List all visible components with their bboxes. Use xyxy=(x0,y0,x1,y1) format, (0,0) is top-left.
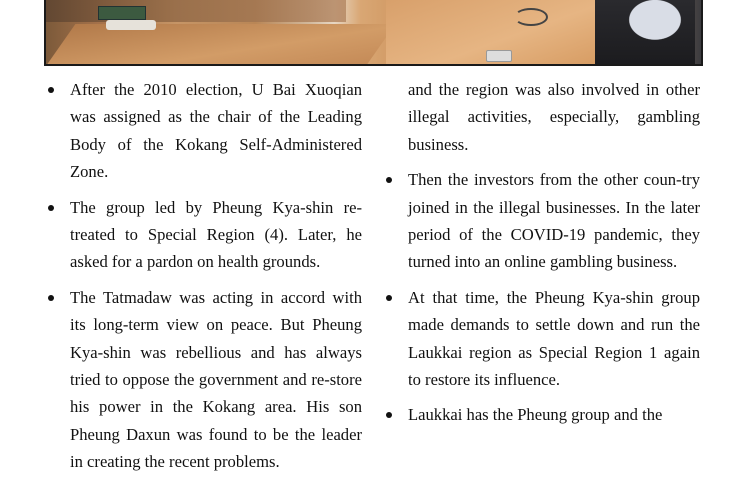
continued-paragraph: and the region was also involved in other illegal activities, especially, gambling business. xyxy=(408,80,700,154)
list-item: The group led by Pheung Kya-shin re-treated to Special Region (4). Later, he asked for a pardon on health grounds. xyxy=(48,194,362,276)
photo-microphone xyxy=(514,8,548,26)
bullet-icon xyxy=(48,87,54,93)
left-column xyxy=(48,76,362,484)
list-item: Then the investors from the other coun-try joined in the illegal businesses. In the later period of the COVID-19 pandemic, they turned into an online gambling business. xyxy=(386,166,700,276)
list-item: The Tatmadaw was acting in accord with its long-term view on peace. But Pheung Kya-shin was rebellious and has always tried to oppose the government and re-store his power in the Kokang area. His son Pheung Daxun was found to be the leader in creating the recent problems. xyxy=(48,284,362,476)
bullet-icon xyxy=(48,205,54,211)
photo-desk-item xyxy=(98,6,146,20)
bullet-icon xyxy=(386,295,392,301)
list-item: At that time, the Pheung Kya-shin group made demands to settle down and run the Laukkai region as Special Region 1 again to restore its influence. xyxy=(386,284,700,394)
meeting-room-photo xyxy=(44,0,703,66)
photo-chair xyxy=(595,0,695,66)
list-item: After the 2010 election, U Bai Xuoqian was assigned as the chair of the Leading Body of the Kokang Self-Administered Zone. xyxy=(48,76,362,186)
bullet-icon xyxy=(386,412,392,418)
photo-phone xyxy=(106,20,156,30)
photo-wall xyxy=(46,0,346,22)
photo-nameplate xyxy=(486,50,512,62)
right-column xyxy=(386,76,700,437)
list-item: Laukkai has the Pheung group and the xyxy=(386,401,700,428)
photo-table xyxy=(46,24,395,66)
bullet-icon xyxy=(386,177,392,183)
bullet-icon xyxy=(48,295,54,301)
